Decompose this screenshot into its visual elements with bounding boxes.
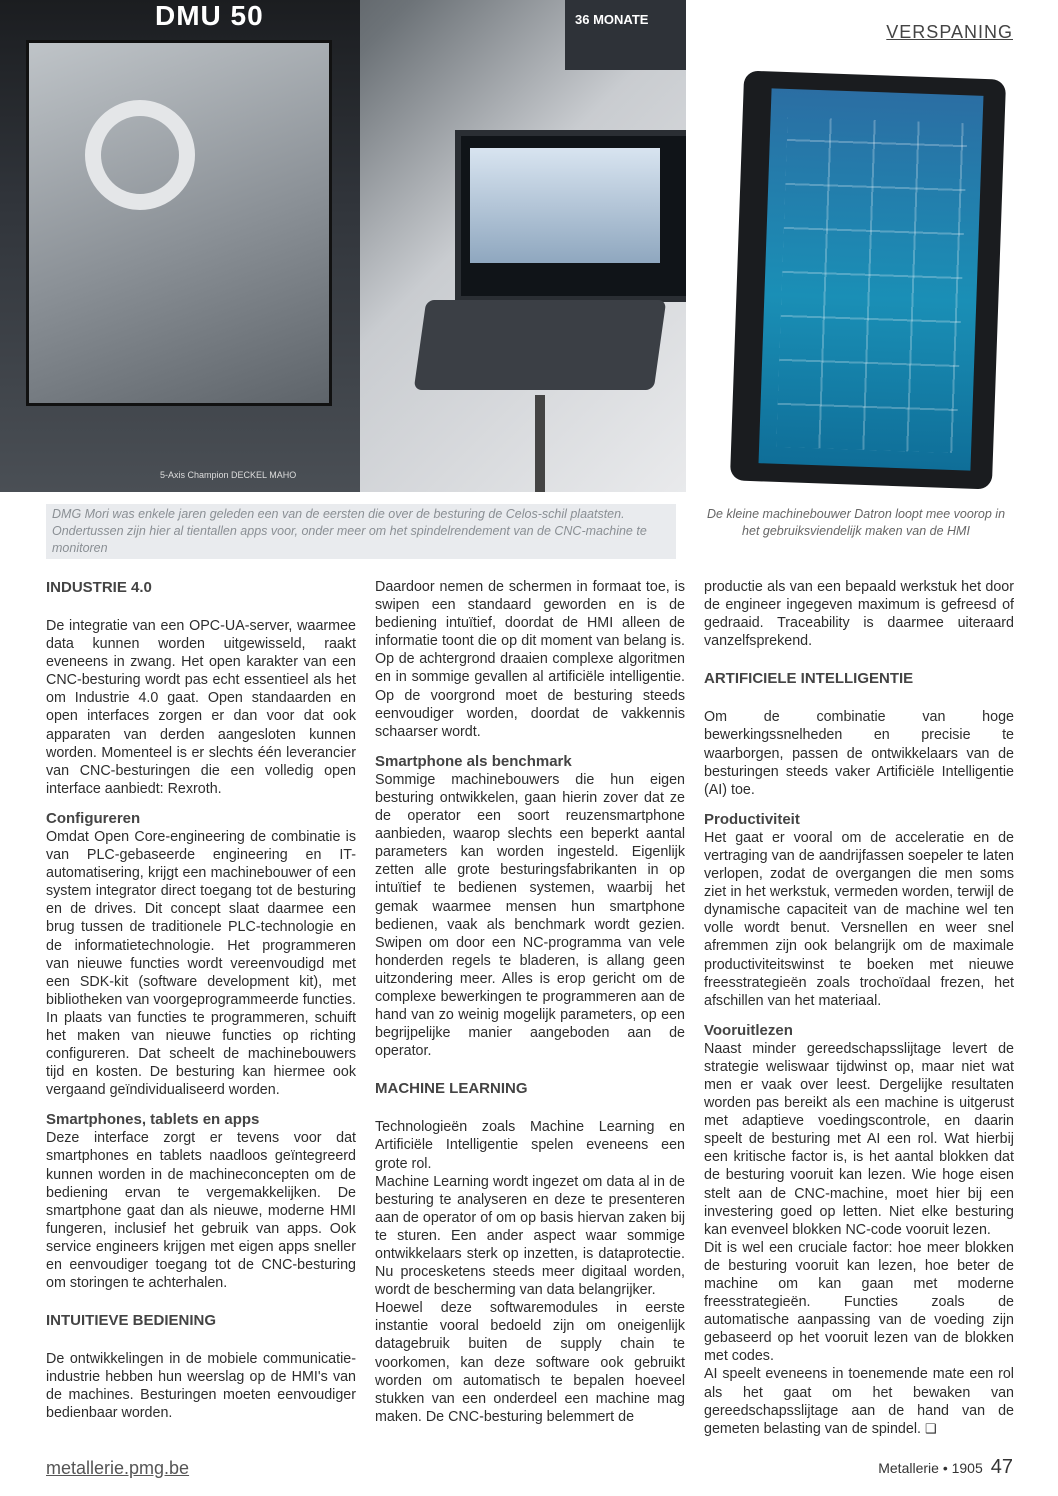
workpiece-ring: [85, 100, 195, 210]
heading-intuitieve: INTUITIEVE BEDIENING: [46, 1312, 217, 1330]
tablet-tiles: [776, 117, 967, 453]
para-ml-2: Machine Learning wordt ingezet om data al in de besturing te analyseren en deze te presenteren aan de operator of om op basis hiervan zaken bij te sturen. Een ander aspect waar sommige ontwikkelaars sterk op inzetten, is dataprotectie. Nu procesketens steeds meer digitaal worden, wordt de bescherming van data belangrijker.: [375, 1173, 685, 1299]
para-ai: Om de combinatie van hoge bewerkingssnelheden en precisie te waarborgen, passen de ontwikkelaars van de besturingen steeds vaker Artificiële Intelligentie (AI) toe.: [704, 709, 1014, 798]
booth-banner-text: 36 MONATE: [575, 12, 649, 27]
column-2: [375, 578, 685, 1426]
column-1: [46, 578, 356, 1423]
heading-vooruitlezen: Vooruitlezen: [704, 1021, 793, 1039]
para-configureren: Omdat Open Core-engineering de combinatie is van PLC-gebaseerde engineering en IT-automatisering, krijgt een machinebouwer of een system integrator direct toegang tot de besturing en de drives. Dit concept slaat daarmee een brug tussen de traditionele PLC-technologie en de informatietechnologie. Het programmeren van nieuwe functies wordt vereenvoudigd met een SDK-kit (software development kit), met bibliotheken van voorgeprogrammeerde functies. In plaats van functies te programmeren, schuift het maken van nieuwe functies op richting configureren. Dat scheelt de machinebouwers tijd en kosten. De besturing kan hiermee ook vergaand geïndividualiseerd worden.: [46, 828, 356, 1099]
heading-benchmark: Smartphone als benchmark: [375, 752, 572, 770]
heading-productiviteit: Productiviteit: [704, 810, 800, 828]
machine-window: [26, 40, 332, 406]
para-intuitieve: De ontwikkelingen in de mobiele communicatie-industrie hebben hun weerslag op de HMI's van de machines. Besturingen moeten eenvoudiger bedienbaar worden.: [46, 1351, 356, 1422]
heading-configureren: Configureren: [46, 809, 141, 827]
panel-stand: [535, 395, 545, 492]
machine-brand: DMU 50: [155, 0, 264, 31]
footer-issue: [878, 1456, 1013, 1479]
para-vooruitlezen-3-text: AI speelt eveneens in toenemende mate een rol als het gaat om het bewaken van gereedschapsslijtage aan de hand van de gemeten belasting van de spindel.: [704, 1366, 1014, 1437]
para-productie: productie als van een bepaald werkstuk het door de engineer ingegeven maximum is gefreesd of gedraaid. Traceability is daarmee uiteraard vanzelfsprekend.: [704, 579, 1014, 650]
caption-right: De kleine machinebouwer Datron loopt mee voorop in het gebruiksviendelijk maken van de HMI: [706, 507, 1006, 538]
para-daardoor: Daardoor nemen de schermen in formaat toe, is swipen een standaard geworden en is de bediening intuïtief, doordat de HMI alleen de informatie toont die op dit moment van belang is. Op de achtergrond draaien complexe algoritmen en in sommige gevallen al artificiële intelligentie. Op de voorgrond moet de besturing steeds eenvoudiger worden, doordat de vakkennis schaarser wordt.: [375, 579, 685, 740]
photo-dmg-mori-machine: [0, 0, 686, 492]
heading-smartphones: Smartphones, tablets en apps: [46, 1111, 260, 1129]
para-productiviteit: Het gaat er vooral om de acceleratie en de vertraging van de aandrijfassen soepeler te laten verlopen, zodat de overgangen die men soms ziet in het werkstuk, vermeden worden, terwijl de dynamische capaciteit van de machine wel ten volle wordt benut. Versnellen en weer snel afremmen zijn ook belangrijk om de maximale productiviteitswinst te boeken met nieuwe freesstrategieën zoals trochoïdaal frezen, het afschillen van het materiaal.: [704, 829, 1014, 1009]
caption-left: DMG Mori was enkele jaren geleden een van de eersten die over de besturing de Celos-schil plaatsten. Ondertussen zijn hier al tientallen apps voor, onder meer om het spindelrendement van de CNC-machine te monitoren: [46, 504, 676, 559]
control-keyboard: [414, 300, 667, 390]
para-benchmark: Sommige machinebouwers die hun eigen besturing ontwikkelen, gaan hierin zover dat ze de operator een soort reuzensmartphone aanbieden, waarop slechts een beperkt aantal parameters kan worden ingesteld. Eigenlijk zetten alle grote besturingsfabrikanten in op intuïtief te bedienen systemen, waarbij het gemak waarmee mensen hun smartphone bedienen, vaak als benchmark wordt gezien. Swipen om door een NC-programma van vele honderden regels te bladeren, is allang geen uitzondering meer. Alles is erop gericht om de complexe bewerkingen te programmeren aan de hand van zo weinig mogelijk parameters, op een begrijpelijke manier aangeboden aan de operator.: [375, 771, 685, 1060]
para-vooruitlezen-3: [704, 1365, 1014, 1437]
heading-machine-learning: MACHINE LEARNING: [375, 1080, 528, 1098]
para-ml-3: Hoewel deze softwaremodules in eerste instantie vooral bedoeld zijn om oneigenlijk datagebruik buiten de supply chain te voorkomen, kan deze software ook gebruikt worden om automatisch te bepalen hoeveel stukken van een onderdeel een machine mag maken. De CNC-besturing belemmert de: [375, 1300, 685, 1425]
footer-url-link[interactable]: metallerie.pmg.be: [46, 1458, 190, 1478]
control-panel-screen: [470, 148, 660, 263]
section-tag: VERSPANING: [886, 22, 1013, 42]
para-vooruitlezen-1: Naast minder gereedschapsslijtage levert de strategie weliswaar tijdwinst op, maar niet wat men er vaak over leest. Dergelijke resultaten worden pas bereikt als een machine is uitgerust met adaptieve voedingscontrole, en daarin speelt de besturing met AI een rol. Wat hierbij een kritische factor is, is het aantal blokken dat de besturing vooruit kan lezen. Wie hoge eisen stelt aan de CNC-machine, moet hier bij een investering goed op letten. Niet elke besturing kan evenveel blokken NC-code vooruit lezen.: [704, 1040, 1014, 1238]
page-number: 47: [990, 1456, 1013, 1478]
column-3: [704, 578, 1014, 1438]
booth-banner: [565, 0, 686, 70]
para-vooruitlezen-2: Dit is wel een cruciale factor: hoe meer blokken de besturing vooruit kan lezen, hoe beter de machine om kan gaan met moderne freesstrategieën. Functies zoals de automatische aanpassing van de voeding zijn gebaseerd op het vooruit lezen van de blokken met codes.: [704, 1239, 1014, 1365]
footer-issue-label: Metallerie • 1905: [878, 1460, 983, 1476]
para-smartphones: Deze interface zorgt er tevens voor dat smartphones en tablets naadloos geïntegreerd kunnen worden in de machineconcepten om de bediening ervan te vergemakkelijken. De smartphone gaat dan als nieuwe, moderne HMI fungeren, inclusief het gebruik van apps. Ook service engineers krijgen met eigen apps sneller en eenvoudiger toegang tot de CNC-besturing om storingen te achterhalen.: [46, 1130, 356, 1292]
heading-ai: ARTIFICIELE INTELLIGENTIE: [704, 670, 914, 688]
para-industrie: De integratie van een OPC-UA-server, waarmee data kunnen worden uitgewisseld, raakt eveneens in zwang. Het open karakter van een CNC-besturing wordt pas echt essentieel als het om Industrie 4.0 gaat. Open standaarden en open interfaces zorgen er dan voor dat ook apparaten van derden aangesloten kunnen worden. Momenteel is er slechts één leverancier van CNC-besturingen die een volledig open interface aanbiedt: Rexroth.: [46, 618, 356, 797]
para-ml-1: Technologieën zoals Machine Learning en Artificiële Intelligentie spelen eveneens een grote rol.: [375, 1119, 685, 1172]
end-mark: ❑: [924, 1420, 937, 1436]
machine-plate: 5-Axis Champion DECKEL MAHO: [160, 470, 297, 480]
heading-industrie: INDUSTRIE 4.0: [46, 579, 152, 596]
